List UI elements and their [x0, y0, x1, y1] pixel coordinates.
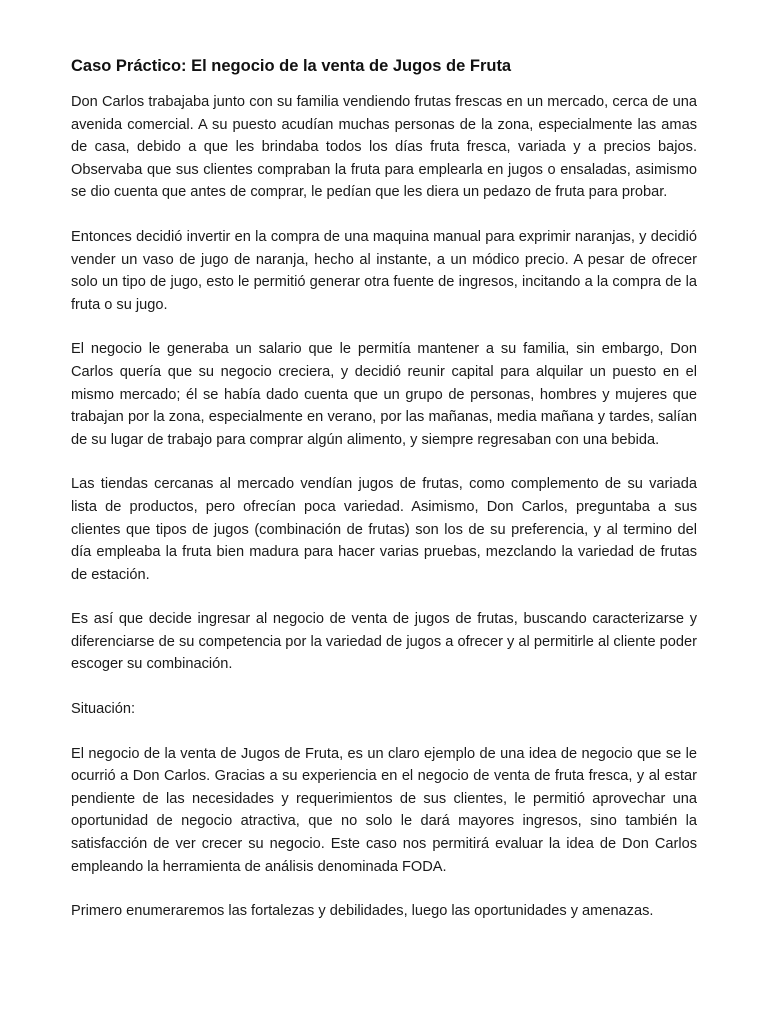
paragraph-7: Primero enumeraremos las fortalezas y debilidades, luego las oportunidades y amenazas. — [71, 903, 654, 920]
document-title: Caso Práctico: El negocio de la venta de Jugos de Fruta — [71, 57, 512, 75]
paragraph-5: Es así que decide ingresar al negocio de venta de jugos de frutas, buscando caracterizarse y diferenciarse de su competencia por la variedad de jugos a ofrecer y al permitirle al cliente poder escoger su combinación. — [71, 611, 697, 673]
paragraph-4: Las tiendas cercanas al mercado vendían jugos de frutas, como complemento de su variada lista de productos, pero ofrecían poca variedad. Asimismo, Don Carlos, preguntaba a sus clientes que tipos de jugos (combinación de frutas) son los de su preferencia, y al termino del día empleaba la fruta bien madura para hacer varias pruebas, mezclando la variedad de frutas de estación. — [71, 476, 697, 583]
paragraph-6: El negocio de la venta de Jugos de Fruta, es un claro ejemplo de una idea de negocio que se le ocurrió a Don Carlos. Gracias a su experiencia en el negocio de venta de fruta fresca, y al estar pendiente de las necesidades y requerimientos de sus clientes, le permitió aprovechar una oportunidad de negocio atractiva, que no solo le dará mayores ingresos, sino también la satisfacción de ver crecer su negocio. Este caso nos permitirá evaluar la idea de Don Carlos empleando la herramienta de análisis denominada FODA. — [71, 745, 697, 875]
paragraph-3: El negocio le generaba un salario que le permitía mantener a su familia, sin embargo, Don Carlos quería que su negocio creciera, y decidió reunir capital para alquilar un puesto en el mismo mercado; él se había dado cuenta que un grupo de personas, hombres y mujeres que trabajan por la zona, especialmente en verano, por las mañanas, media mañana y tardes, salían de su lugar de trabajo para comprar algún alimento, y siempre regresaban con una bebida. — [71, 341, 697, 448]
paragraph-1: Don Carlos trabajaba junto con su familia vendiendo frutas frescas en un mercado, cerca de una avenida comercial. A su puesto acudían muchas personas de la zona, especialmente las amas de casa, debido a que les brindaba todos los días fruta fresca, variada y a precios bajos. Observaba que sus clientes compraban la fruta para emplearla en jugos o ensaladas, asimismo se dio cuenta que antes de comprar, le pedían que les diera un pedazo de fruta para probar. — [71, 94, 697, 201]
document-page — [71, 54, 697, 945]
paragraph-2: Entonces decidió invertir en la compra de una maquina manual para exprimir naranjas, y decidió vender un vaso de jugo de naranja, hecho al instante, a un módico precio. A pesar de ofrecer solo un tipo de jugo, esto le permitió generar otra fuente de ingresos, incitando a la compra de la fruta o su jugo. — [71, 228, 697, 313]
section-heading-situacion: Situación: — [71, 701, 136, 718]
